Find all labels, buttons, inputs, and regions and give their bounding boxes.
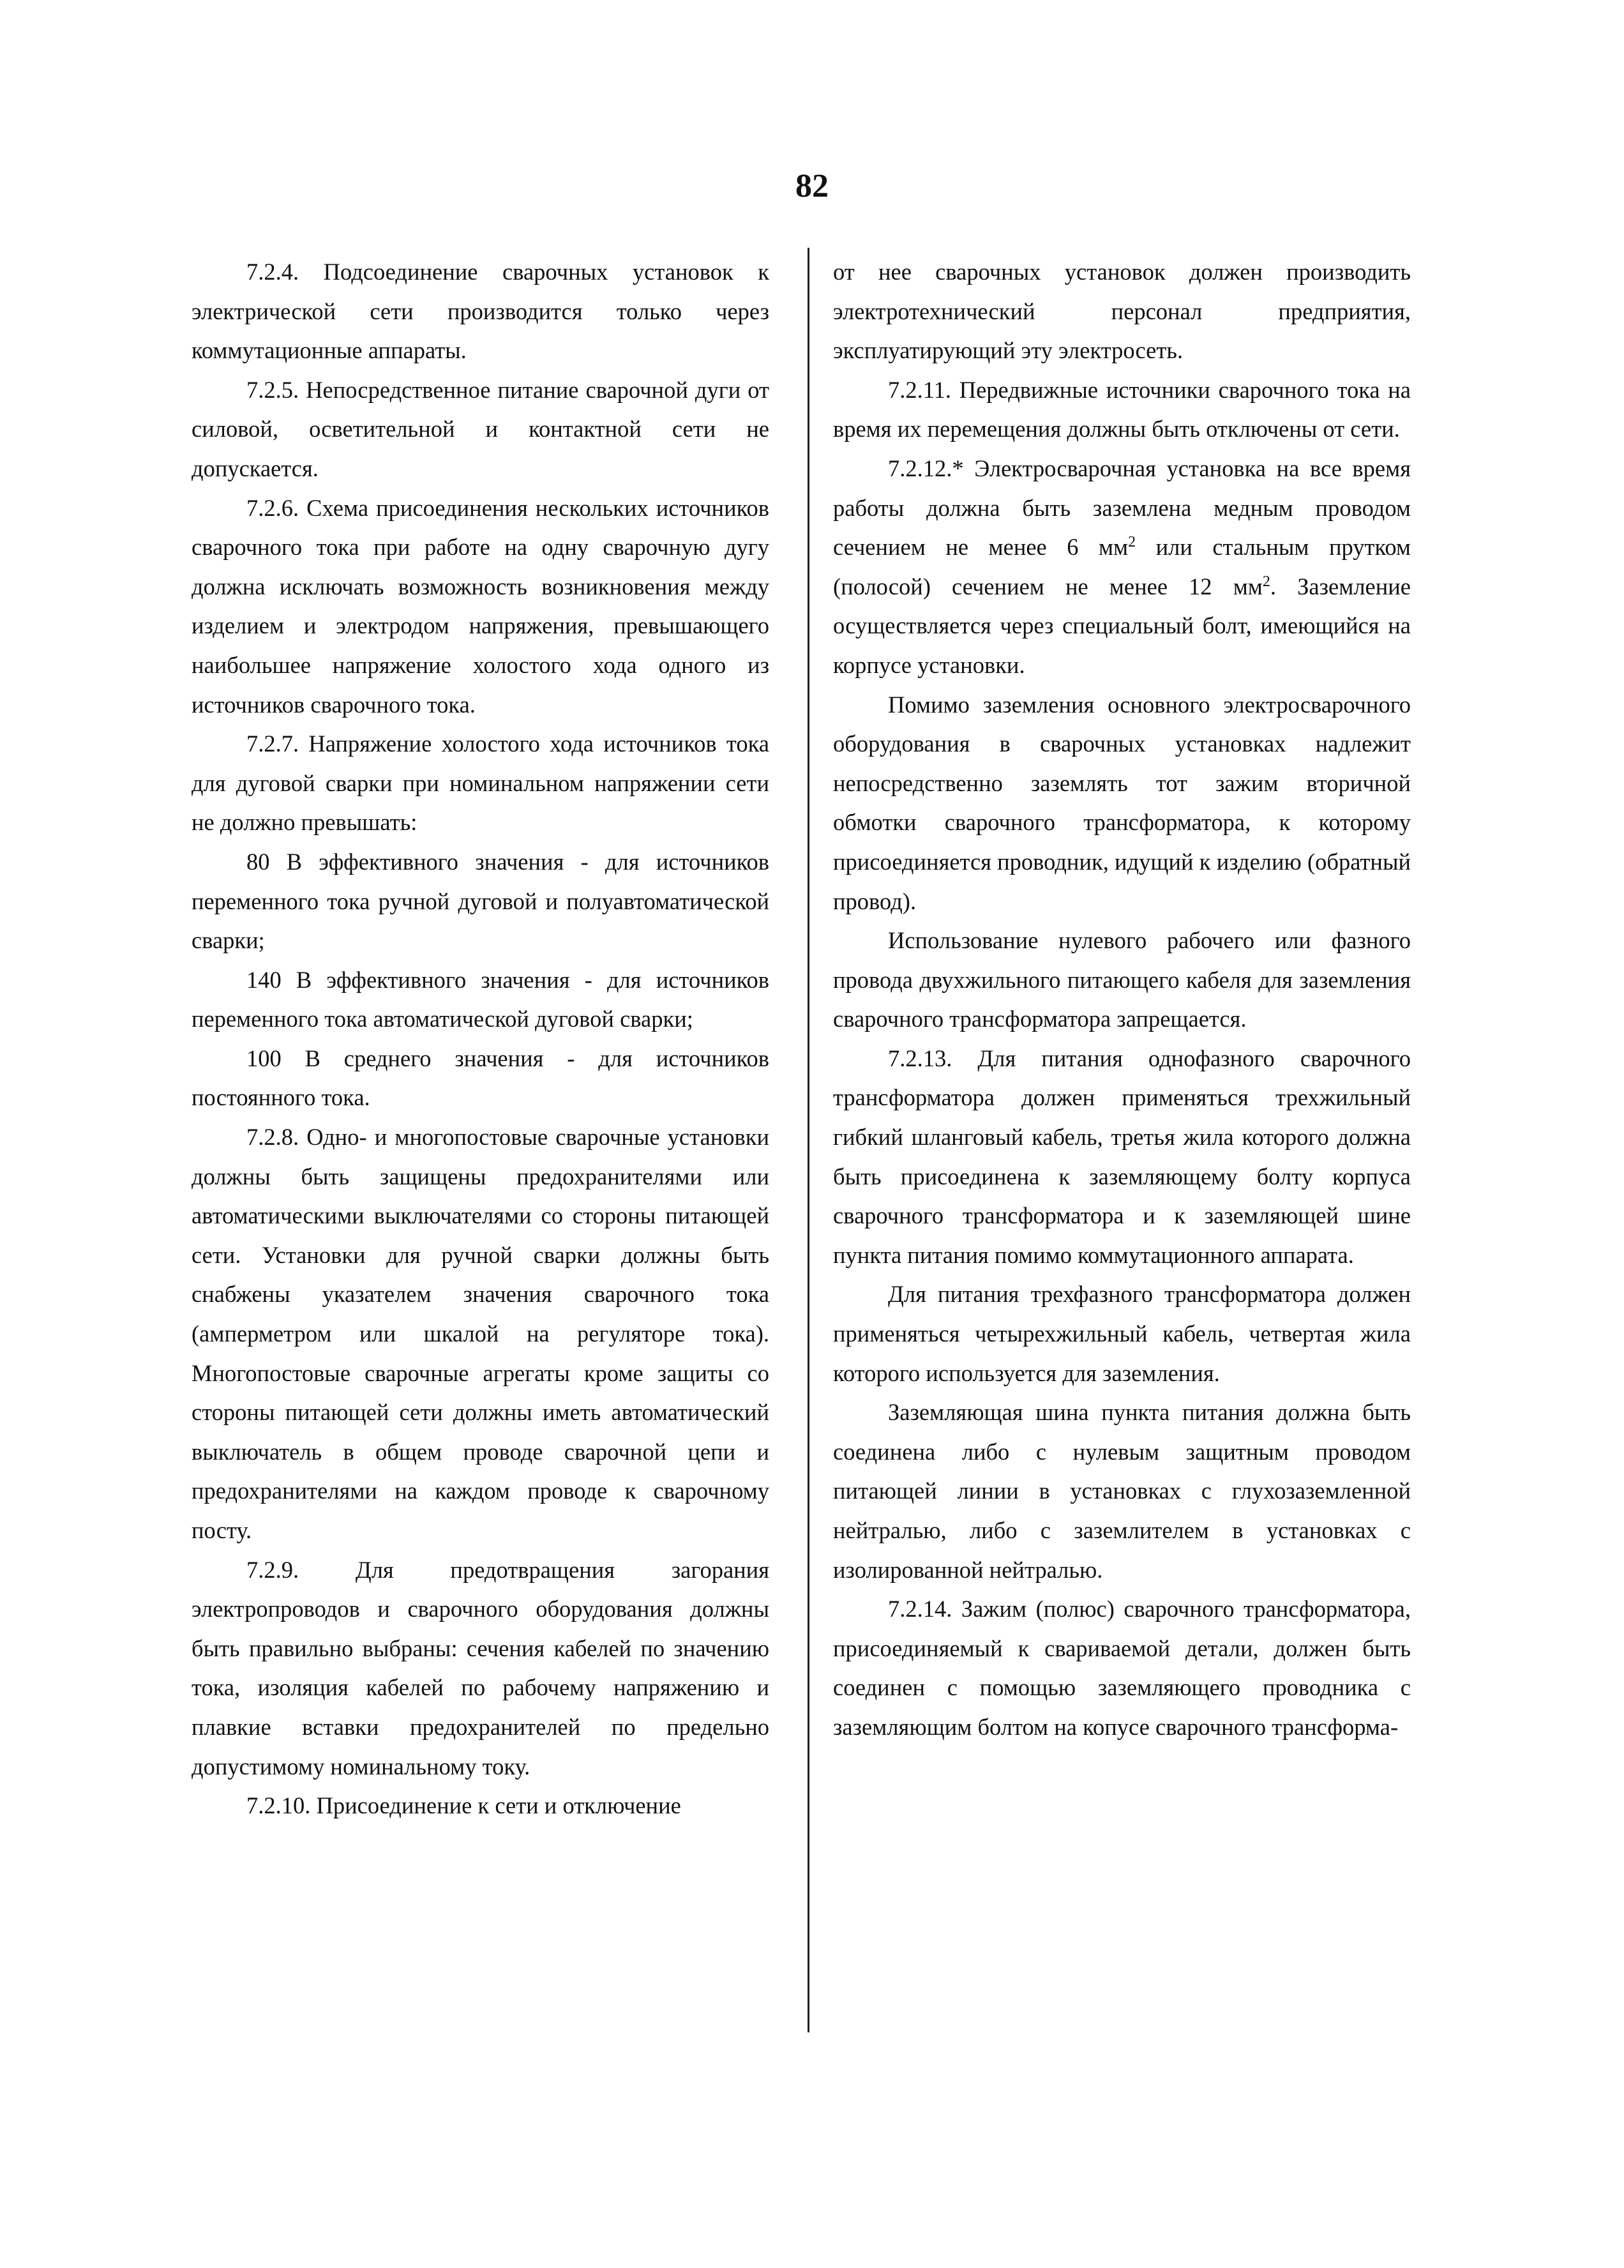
p12-text-b: или стальным прутком (полосой) сечением не менее 12 мм — [833, 534, 1411, 600]
list-item-100v: 100 В среднего значения - для источников постоянного тока. — [192, 1045, 769, 1111]
p12-text-a: 7.2.12.* Электросварочная установка на все время работы должна быть заземлена медным проводом сечением не менее 6 мм — [833, 455, 1411, 561]
page-number: 82 — [795, 168, 829, 204]
paragraph-7-2-12 — [833, 449, 1411, 685]
paragraph-7-2-14: 7.2.14. Зажим (полюс) сварочного трансформатора, присоединяемый к свариваемой детали, должен быть соединен с помощью заземляющего проводника с заземляющим болтом на копусе сварочного трансформа- — [833, 1596, 1411, 1740]
list-item-80v: 80 В эффективного значения - для источников переменного тока ручной дуговой и полуавтоматической сварки; — [192, 848, 769, 954]
paragraph-7-2-6: 7.2.6. Схема присоединения нескольких источников сварочного тока при работе на одну сварочную дугу должна исключать возможность возникновения между изделием и электродом напряжения, превышающего наибольшее напряжение холостого хода одного из источников сварочного тока. — [192, 494, 769, 718]
list-item-140v: 140 В эффективного значения - для источников переменного тока автоматической дуговой сварки; — [192, 966, 769, 1032]
superscript-2: 2 — [1262, 573, 1270, 590]
paragraph-neutral-wire: Использование нулевого рабочего или фазного провода двухжильного питающего кабеля для заземления сварочного трансформатора запрещается. — [833, 927, 1411, 1032]
paragraph-grounding: Помимо заземления основного электросварочного оборудования в сварочных установках надлежит непосредственно заземлять тот зажим вторичной обмотки сварочного трансформатора, к которому присоединяется проводник, идущий к изделию (обратный провод). — [833, 691, 1411, 914]
paragraph-7-2-9: 7.2.9. Для предотвращения загорания электропроводов и сварочного оборудования должны быть правильно выбраны: сечения кабелей по значению тока, изоляция кабелей по рабочему напряжению и плавкие вставки предохранителей по предельно допустимому номинальному току. — [192, 1556, 769, 1780]
superscript-2: 2 — [1128, 534, 1136, 550]
paragraph-ground-bus: Заземляющая шина пункта питания должна быть соединена либо с нулевым защитным проводом питающей линии в установках с глухозаземленной нейтралью, либо с заземлителем в установках с изолированной нейтралью. — [833, 1399, 1411, 1583]
p12-text-c: . Заземление осуществляется через специальный болт, имеющийся на корпусе установки. — [833, 573, 1411, 678]
column-divider — [808, 248, 809, 2032]
paragraph-7-2-4: 7.2.4. Подсоединение сварочных установок к электрической сети производится только через коммутационные аппараты. — [192, 259, 769, 364]
paragraph-7-2-7: 7.2.7. Напряжение холостого хода источников тока для дуговой сварки при номинальном напряжении сети не должно превышать: — [192, 730, 769, 836]
left-column — [192, 252, 769, 1826]
right-column — [833, 252, 1411, 1747]
paragraph-7-2-8: 7.2.8. Одно- и многопостовые сварочные установки должны быть защищены предохранителями или автоматическими выключателями со стороны питающей сети. Установки для ручной сварки должны быть снабжены указателем значения сварочного тока (амперметром или шкалой на регуляторе тока). Многопостовые сварочные агрегаты кроме защиты со стороны питающей сети должны иметь автоматический выключатель в общем проводе сварочной цепи и предохранителями на каждом проводе к сварочному посту. — [192, 1124, 769, 1543]
paragraph-three-phase: Для питания трехфазного трансформатора должен применяться четырехжильный кабель, четвертая жила которого используется для заземления. — [833, 1281, 1411, 1386]
paragraph-7-2-11: 7.2.11. Передвижные источники сварочного тока на время их перемещения должны быть отключены от сети. — [833, 376, 1411, 442]
paragraph-7-2-10: 7.2.10. Присоединение к сети и отключение — [246, 1792, 681, 1819]
paragraph-7-2-13: 7.2.13. Для питания однофазного сварочного трансформатора должен применяться трехжильный гибкий шланговый кабель, третья жила которого должна быть присоединена к заземляющему болту корпуса сварочного трансформатора и к заземляющей шине пункта питания помимо коммутационного аппарата. — [833, 1045, 1411, 1268]
paragraph-7-2-5: 7.2.5. Непосредственное питание сварочной дуги от силовой, осветительной и контактной сети не допускается. — [192, 376, 769, 481]
paragraph-continuation: от нее сварочных установок должен производить электротехнический персонал предприятия, эксплуатирующий эту электросеть. — [833, 259, 1411, 364]
